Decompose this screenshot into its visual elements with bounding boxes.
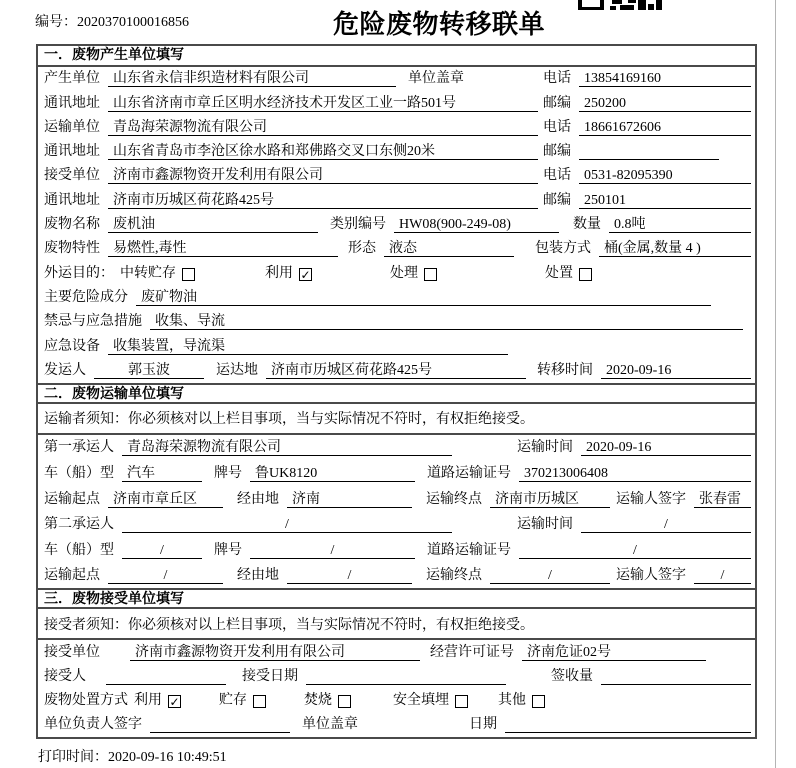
form-value: 液态: [384, 240, 514, 257]
checkbox-transfer-storage: [182, 268, 195, 281]
road-license-label: 道路运输证号: [427, 466, 511, 482]
first-carrier-row: [38, 435, 755, 461]
second-carrier-label: 第二承运人: [44, 517, 114, 533]
business-license-label: 经营许可证号: [430, 644, 514, 660]
plate-label: 牌号: [214, 466, 242, 482]
main-hazard-label: 主要危险成分: [44, 289, 128, 305]
zip-label: 邮编: [543, 144, 571, 160]
serial-value: 2020370100016856: [77, 15, 189, 30]
carrier-sign-label: 运输人签字: [616, 491, 686, 507]
first-carrier-label: 第一承运人: [44, 440, 114, 456]
receiver-value: 济南市鑫源物资开发利用有限公司: [108, 167, 538, 184]
route-start-label: 运输起点: [44, 568, 100, 584]
phone-value: 13854169160: [579, 70, 751, 87]
zip-value: [579, 143, 719, 160]
phone-label: 电话: [543, 168, 571, 184]
checkbox-incinerate: [338, 695, 351, 708]
checkbox-other: [532, 695, 545, 708]
taboo-label: 禁忌与应急措施: [44, 314, 142, 330]
main-hazard-row: [38, 286, 755, 310]
date-label: 日期: [469, 717, 497, 733]
emergency-equipment-label: 应急设备: [44, 338, 100, 354]
zip-value: 250200: [579, 95, 751, 112]
print-time-value: 2020-09-16 10:49:51: [108, 750, 227, 765]
vehicle-type-value: /: [122, 542, 202, 559]
receiver-notice: 接受者须知：你必须核对以上栏目事项，当与实际情况不符时，有权拒绝接受。: [38, 609, 755, 640]
route-end-label: 运输终点: [426, 491, 482, 507]
transporter-value: 青岛海荣源物流有限公司: [108, 119, 538, 136]
zip-label: 邮编: [543, 95, 571, 111]
sender-row: [38, 359, 755, 383]
carrier-sign-value: /: [694, 567, 751, 584]
accept-date-label: 接受日期: [242, 668, 298, 684]
via-label: 经由地: [237, 491, 279, 507]
address-label: 通讯地址: [44, 144, 100, 160]
business-license-value: 济南危证02号: [522, 644, 706, 661]
disposal-option-label: 其他: [498, 692, 526, 708]
route2-row: [38, 563, 755, 589]
responsible-sign-label: 单位负责人签字: [44, 717, 142, 733]
address-label: 通讯地址: [44, 192, 100, 208]
date-value: [505, 716, 751, 733]
via-value: 济南: [287, 491, 412, 508]
receiver-label: 接受单位: [44, 168, 100, 184]
taboo-row: [38, 310, 755, 334]
receiver-row: [38, 164, 755, 188]
signed-quantity-value: [601, 668, 751, 685]
accepting-unit-value: 济南市鑫源物资开发利用有限公司: [130, 644, 420, 661]
category-label: 类别编号: [330, 217, 386, 233]
vehicle1-row: [38, 460, 755, 486]
via-value: /: [287, 567, 412, 584]
zip-label: 邮编: [543, 192, 571, 208]
taboo-value: 收集、导流: [150, 313, 743, 330]
waste-props-value: 易燃性,毒性: [108, 240, 338, 257]
checkbox-store: [253, 695, 266, 708]
section2-header: 二．废物运输单位填写: [38, 383, 755, 404]
page-edge-divider: [775, 0, 776, 768]
signoff-row: [38, 713, 755, 737]
route1-row: [38, 486, 755, 512]
print-time: [38, 746, 227, 766]
sender-label: 发运人: [44, 362, 86, 378]
signed-quantity-label: 签收量: [551, 668, 593, 684]
address-value: 山东省济南市章丘区明水经济技术开发区工业一路501号: [108, 95, 538, 112]
checkbox-dispose: [579, 268, 592, 281]
destination-label: 运达地: [216, 362, 258, 378]
transfer-time-label: 转移时间: [537, 362, 593, 378]
disposal-option-label: 焚烧: [304, 692, 332, 708]
category-value: HW08(900-249-08): [394, 216, 559, 233]
page-title: 危险废物转移联单: [333, 10, 546, 39]
transporter-notice: 运输者须知：你必须核对以上栏目事项，当与实际情况不符时，有权拒绝接受。: [38, 404, 755, 435]
disposal-option-label: 贮存: [219, 692, 247, 708]
producer-address-row: [38, 91, 755, 115]
print-time-label: 打印时间：: [38, 750, 108, 765]
first-carrier-value: 青岛海荣源物流有限公司: [122, 439, 452, 456]
packing-value: 桶(金属,数量 4 ): [599, 240, 751, 257]
accepting-unit-row: [38, 640, 755, 664]
purpose-label: 外运目的：: [44, 265, 114, 281]
producer-value: 山东省永信非织造材料有限公司: [108, 70, 396, 87]
road-license-label: 道路运输证号: [427, 542, 511, 558]
road-license-value: /: [519, 542, 751, 559]
disposal-method-row: [38, 689, 755, 713]
section3-header: 三．废物接受单位填写: [38, 588, 755, 609]
phone-label: 电话: [543, 119, 571, 135]
phone-value: 0531-82095390: [579, 167, 751, 184]
transport-time-value: /: [581, 516, 751, 533]
emergency-equipment-row: [38, 334, 755, 358]
waste-props-row: [38, 237, 755, 261]
seal-label: 单位盖章: [408, 71, 464, 87]
form-label: 形态: [348, 241, 376, 257]
vehicle-type-label: 车（船）型: [44, 542, 114, 558]
transporter-row: [38, 116, 755, 140]
main-hazard-value: 废矿物油: [136, 289, 711, 306]
disposal-method-label: 废物处置方式: [44, 692, 128, 708]
quantity-label: 数量: [573, 217, 601, 233]
address-label: 通讯地址: [44, 95, 100, 111]
phone-label: 电话: [543, 71, 571, 87]
route-start-label: 运输起点: [44, 491, 100, 507]
route-start-value: 济南市章丘区: [108, 491, 223, 508]
purpose-option-label: 处理: [390, 265, 418, 281]
route-end-value: 济南市历城区: [490, 491, 610, 508]
disposal-option-label: 利用: [134, 692, 162, 708]
purpose-option-label: 中转贮存: [120, 265, 176, 281]
checkbox-utilize: ✓: [169, 694, 180, 709]
carrier-sign-value: 张春雷: [694, 491, 751, 508]
phone-value: 18661672606: [579, 119, 751, 136]
producer-row: [38, 67, 755, 91]
accepting-unit-label: 接受单位: [44, 644, 100, 660]
zip-value: 250101: [579, 192, 751, 209]
route-end-label: 运输终点: [426, 568, 482, 584]
address-value: 济南市历城区荷花路425号: [108, 192, 538, 209]
purpose-option-label: 利用: [265, 265, 293, 281]
waste-name-row: [38, 213, 755, 237]
vehicle-type-value: 汽车: [122, 465, 202, 482]
waste-name-label: 废物名称: [44, 217, 100, 233]
checkbox-landfill: [455, 695, 468, 708]
disposal-option-label: 安全填埋: [393, 692, 449, 708]
plate-value: 鲁UK8120: [250, 465, 415, 482]
route-end-value: /: [490, 567, 610, 584]
transporter-label: 运输单位: [44, 119, 100, 135]
transport-time-value: 2020-09-16: [581, 439, 751, 456]
transport-time-label: 运输时间: [517, 440, 573, 456]
vehicle-type-label: 车（船）型: [44, 466, 114, 482]
acceptor-row: [38, 665, 755, 689]
unit-seal-label: 单位盖章: [302, 717, 358, 733]
plate-value: /: [250, 542, 415, 559]
address-value: 山东省青岛市李沧区徐水路和郑佛路交叉口东侧20米: [108, 143, 538, 160]
qr-code-fragment: [578, 0, 662, 10]
transfer-time-value: 2020-09-16: [601, 362, 751, 379]
purpose-option-label: 处置: [545, 265, 573, 281]
accept-date-value: [306, 668, 506, 685]
serial-number: [35, 11, 189, 31]
transporter-address-row: [38, 140, 755, 164]
destination-value: 济南市历城区荷花路425号: [266, 362, 526, 379]
second-carrier-value: /: [122, 516, 452, 533]
via-label: 经由地: [237, 568, 279, 584]
responsible-sign-value: [150, 716, 290, 733]
plate-label: 牌号: [214, 542, 242, 558]
second-carrier-row: [38, 512, 755, 538]
acceptor-value: [106, 668, 226, 685]
receiver-address-row: [38, 188, 755, 212]
manifest-form: [36, 44, 757, 739]
packing-label: 包装方式: [535, 241, 591, 257]
checkbox-utilize: ✓: [300, 267, 311, 282]
carrier-sign-label: 运输人签字: [616, 568, 686, 584]
serial-label: 编号：: [35, 15, 77, 30]
road-license-value: 370213006408: [519, 465, 751, 482]
producer-label: 产生单位: [44, 71, 100, 87]
vehicle2-row: [38, 537, 755, 563]
section1-header: 一．废物产生单位填写: [38, 46, 755, 67]
waste-props-label: 废物特性: [44, 241, 100, 257]
emergency-equipment-value: 收集装置，导流渠: [108, 338, 508, 355]
route-start-value: /: [108, 567, 223, 584]
quantity-value: 0.8吨: [609, 216, 751, 233]
purpose-row: [38, 261, 755, 285]
waste-name-value: 废机油: [108, 216, 318, 233]
transport-time-label: 运输时间: [517, 517, 573, 533]
sender-value: 郭玉波: [94, 362, 204, 379]
checkbox-treat: [424, 268, 437, 281]
acceptor-label: 接受人: [44, 668, 86, 684]
